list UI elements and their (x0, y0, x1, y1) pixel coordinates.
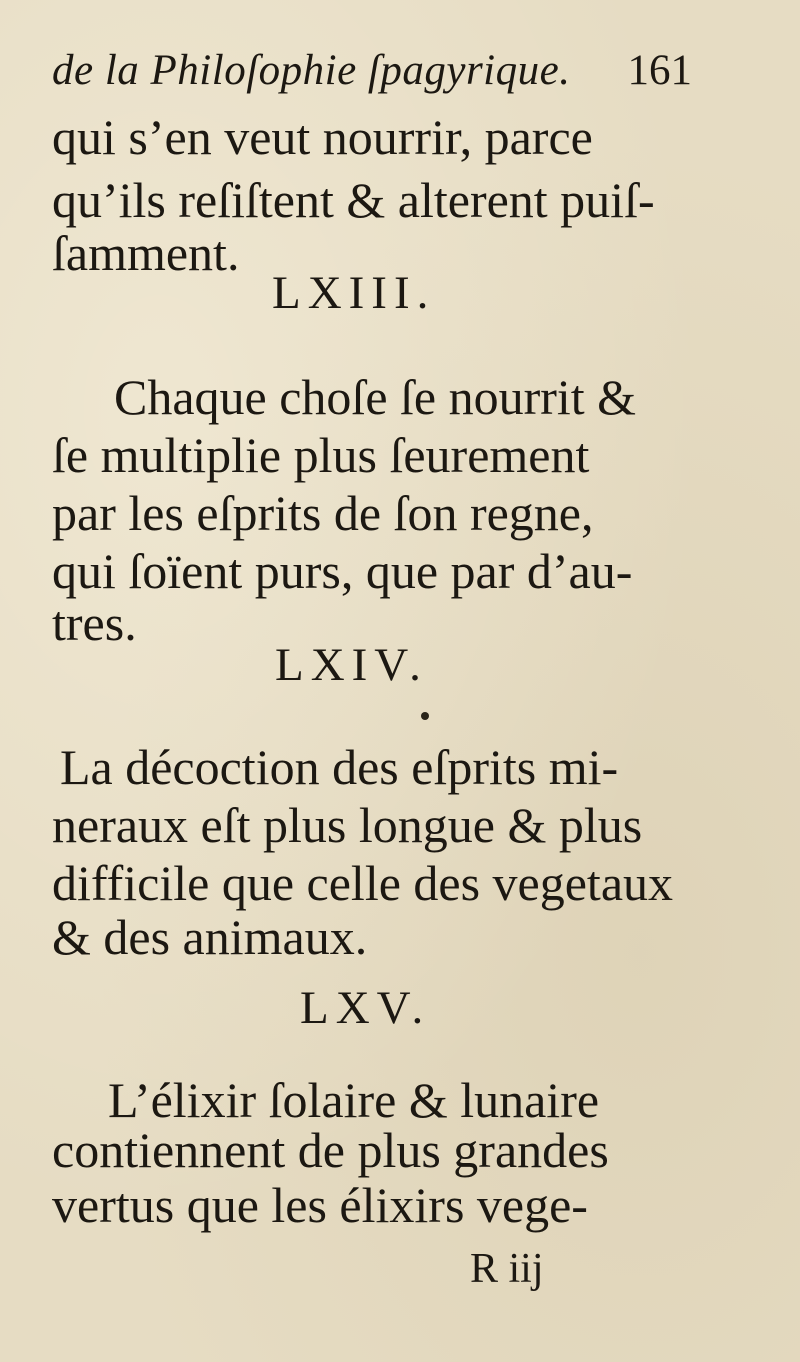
text-line: ſamment. (52, 225, 240, 281)
text-line: L’élixir ſolaire & lunaire (108, 1072, 600, 1128)
running-title: de la Philoſophie ſpagyrique. (52, 47, 571, 94)
text-line: vertus que les élixirs vege- (52, 1177, 588, 1233)
text-line: Chaque choſe ſe nourrit & (114, 369, 637, 425)
page-number: 161 (627, 47, 692, 94)
section-number: LXIII. (272, 267, 436, 319)
text-line: neraux eſt plus longue & plus (52, 797, 643, 853)
text-line: qui ſoïent purs, que par d’au- (52, 543, 633, 599)
signature-mark: R iij (470, 1246, 544, 1292)
text-line: par les eſprits de ſon regne, (52, 485, 594, 541)
printed-dot (421, 712, 429, 720)
text-line: ſe multiplie plus ſeurement (52, 427, 590, 483)
text-line: La décoction des eſprits mi- (60, 739, 619, 795)
section-number: LXIV. (275, 639, 428, 691)
text-line: qu’ils reſiſtent & alterent puiſ- (52, 172, 655, 228)
text-line: tres. (52, 595, 137, 651)
text-line: qui s’en veut nourrir, parce (52, 109, 593, 165)
text-line: difficile que celle des vegetaux (52, 855, 674, 911)
text-line: & des animaux. (52, 909, 368, 965)
text-line: contiennent de plus grandes (52, 1122, 609, 1178)
section-number: LXV. (300, 982, 431, 1034)
page-header (52, 46, 692, 106)
